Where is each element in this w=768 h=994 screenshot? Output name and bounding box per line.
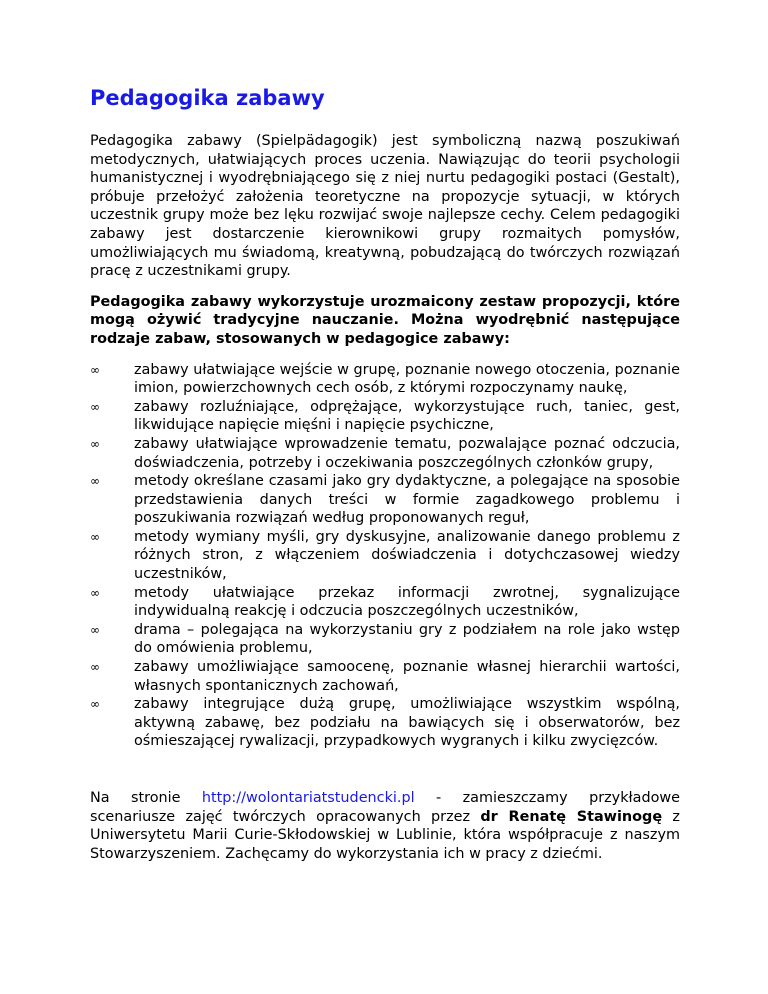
list-item-text: zabawy rozluźniające, odprężające, wykorzystujące ruch, taniec, gest, likwidujące napięcie mięśni i napięcie psychiczne, — [134, 398, 680, 434]
document-page — [90, 84, 680, 863]
list-item-text: drama – polegająca na wykorzystaniu gry z podziałem na role jako wstęp do omówienia problemu, — [134, 621, 680, 657]
list-item — [90, 695, 680, 751]
list-item-text: zabawy integrujące dużą grupę, umożliwiające wszystkim wspólną, aktywną zabawę, bez podziału na bawiących się i obserwatorów, bez ośmieszającej rywalizacji, przypadkowych wygranych i kilku zwycięzców. — [134, 696, 680, 750]
infinity-bullet-icon: ∞ — [90, 362, 100, 377]
outro-paragraph — [90, 789, 680, 863]
author-name: dr Renatę Stawinogę — [480, 808, 663, 825]
infinity-bullet-icon: ∞ — [90, 399, 100, 414]
list-item — [90, 621, 680, 658]
infinity-bullet-icon: ∞ — [90, 436, 100, 451]
list-item — [90, 398, 680, 435]
infinity-bullet-icon: ∞ — [90, 622, 100, 637]
outro-middle: - zamieszczamy przykładowe scenariusze zajęć twórczych opracowanych przez — [90, 790, 681, 825]
infinity-bullet-icon: ∞ — [90, 660, 100, 675]
list-item-text: metody wymiany myśli, gry dyskusyjne, analizowanie danego problemu z różnych stron, z włączeniem doświadczenia i dotychczasowej wiedzy uczestników, — [134, 528, 680, 583]
list-item — [90, 435, 680, 472]
infinity-bullet-icon: ∞ — [90, 585, 100, 600]
page-title: Pedagogika zabawy — [90, 86, 325, 110]
list-item-text: metody określane czasami jako gry dydaktyczne, a polegające na sposobie przedstawienia danych treści w formie zagadkowego problemu i poszukiwania rozwiązań według proponowanych reguł, — [134, 473, 680, 527]
list-item-text: zabawy ułatwiające wejście w grupę, poznanie nowego otoczenia, poznanie imion, powierzchownych cech osób, z którymi rozpoczynamy naukę, — [134, 361, 680, 397]
list-item-text: zabawy umożliwiające samoocenę, poznanie własnej hierarchii wartości, własnych spontanicznych zachowań, — [134, 659, 680, 694]
website-link[interactable]: http://wolontariatstudencki.pl — [201, 790, 415, 806]
list-item — [90, 658, 680, 695]
list-item-text: zabawy ułatwiające wprowadzenie tematu, pozwalające poznać odczucia, doświadczenia, potrzeby i oczekiwania poszczególnych członków grupy, — [134, 435, 680, 471]
list-item — [90, 472, 680, 528]
outro-prefix: Na stronie — [90, 790, 202, 806]
list-item — [90, 584, 680, 621]
list-item — [90, 528, 680, 584]
infinity-bullet-icon: ∞ — [90, 697, 100, 712]
list-item — [90, 361, 680, 398]
games-list — [90, 361, 680, 751]
lead-paragraph: Pedagogika zabawy wykorzystuje urozmaicony zestaw propozycji, które mogą ożywić tradycyjne nauczanie. Można wyodrębnić następujące rodzaje zabaw, stosowanych w pedagogice zabawy: — [90, 293, 680, 347]
list-item-text: metody ułatwiające przekaz informacji zwrotnej, sygnalizujące indywidualną reakcję i odczucia poszczególnych uczestników, — [134, 584, 680, 620]
infinity-bullet-icon: ∞ — [90, 474, 100, 489]
infinity-bullet-icon: ∞ — [90, 529, 100, 544]
intro-paragraph: Pedagogika zabawy (Spielpädagogik) jest symboliczną nazwą poszukiwań metodycznych, ułatwiających proces uczenia. Nawiązując do teorii psychologii humanistycznej i wyodrębniającego się z niej nurtu pedagogiki postaci (Gestalt), próbuje przełożyć założenia teoretyczne na propozycje sytuacji, w których uczestnik grupy może bez lęku rozwijać swoje najlepsze cechy. Celem pedagogiki zabawy jest dostarczenie kierownikowi grupy rozmaitych pomysłów, umożliwiających mu świadomą, kreatywną, pobudzającą do twórczych rozwiązań pracę z uczestnikami grupy. — [90, 133, 680, 280]
outro-suffix: z Uniwersytetu Marii Curie-Skłodowskiej w Lublinie, która współpracuje z naszym Stowarzyszeniem. Zachęcamy do wykorzystania ich w pracy z dziećmi. — [90, 808, 680, 862]
